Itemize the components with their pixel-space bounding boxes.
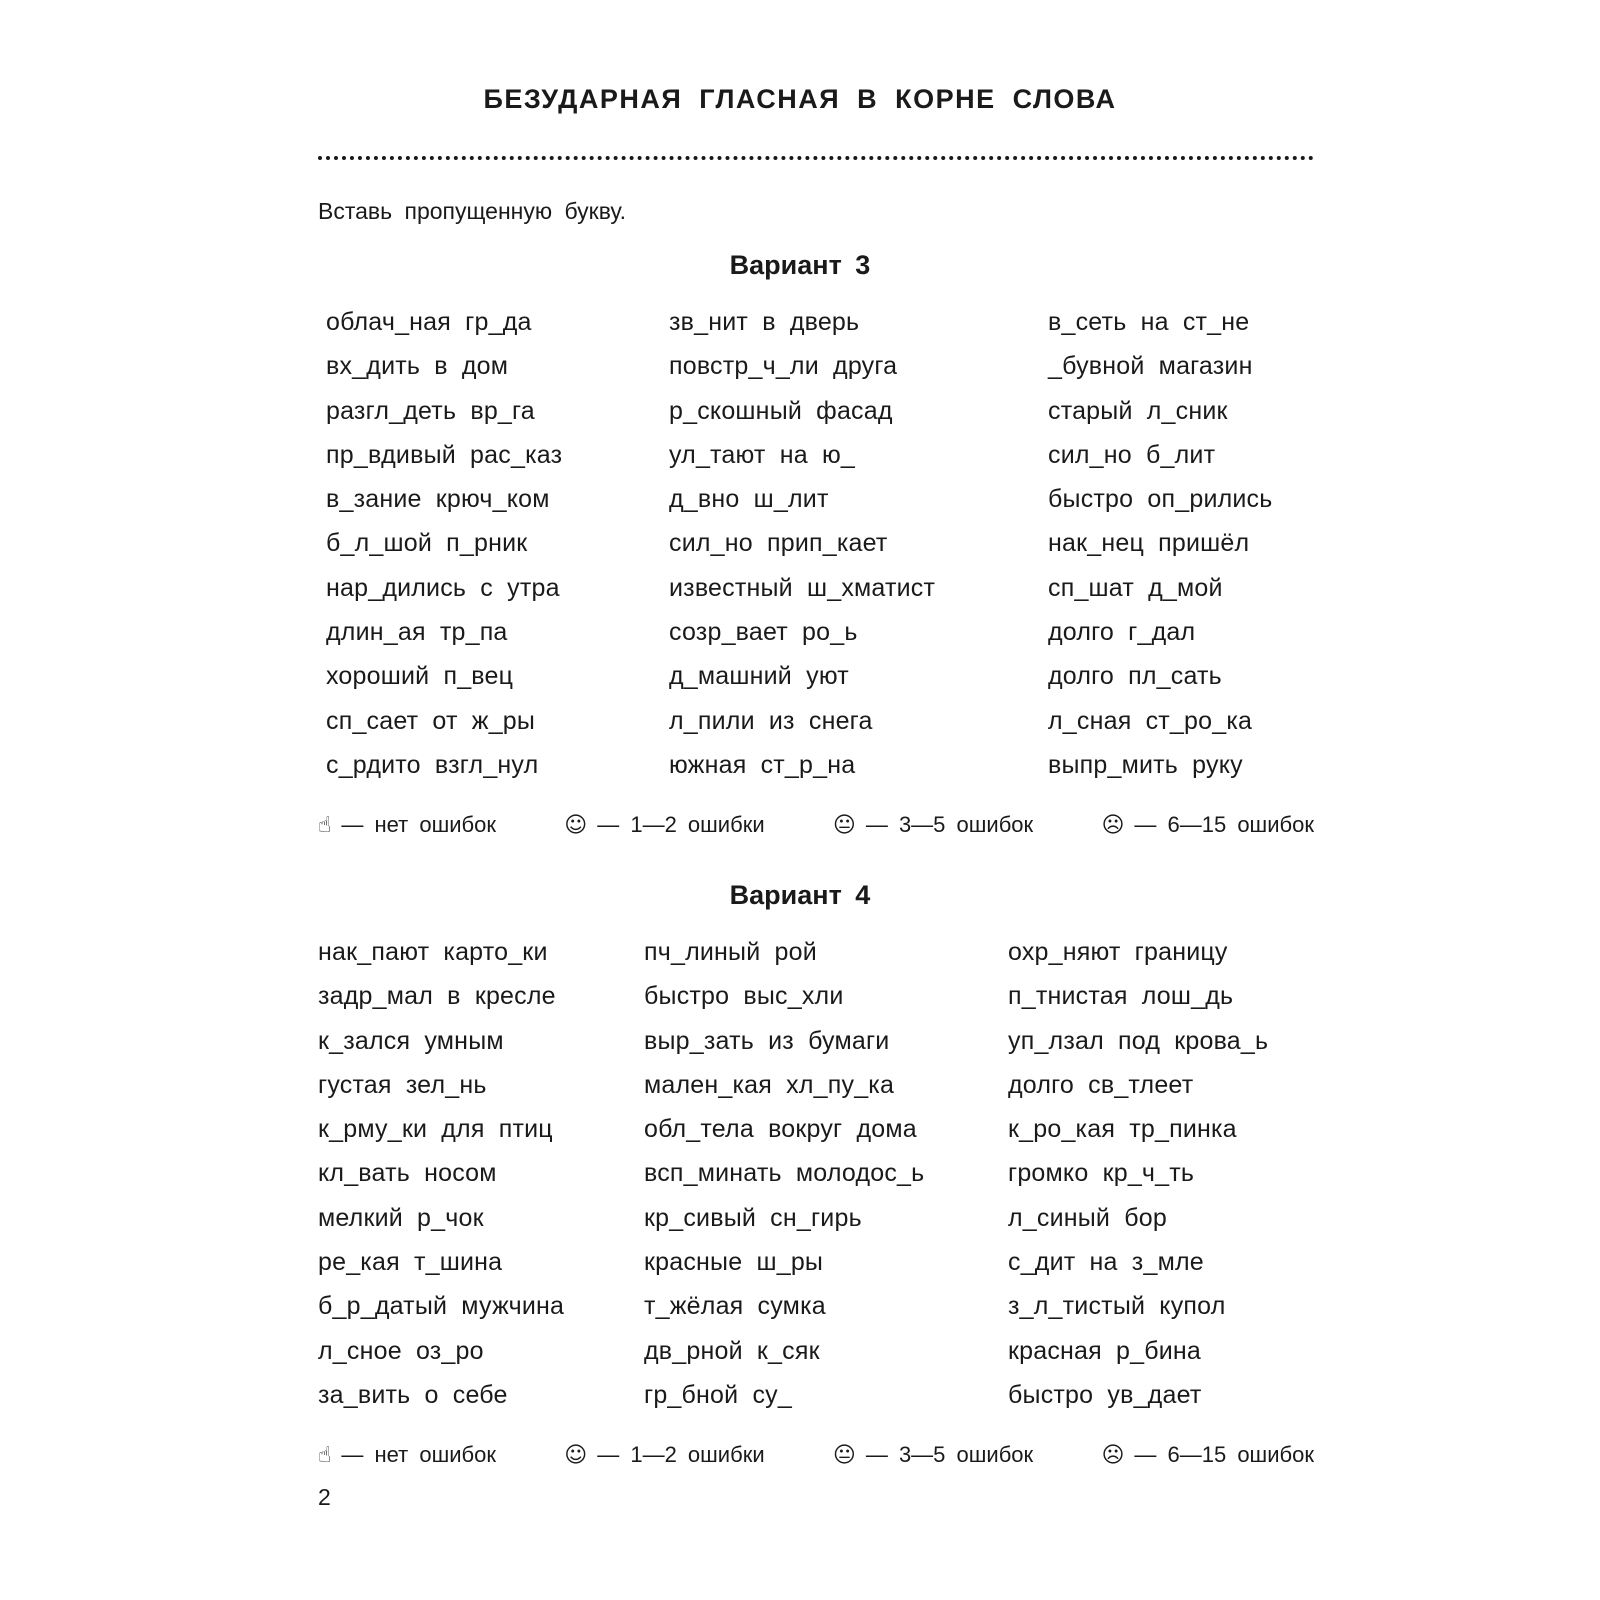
legend-label: — 3—5 ошибок (865, 1442, 1034, 1467)
instruction: Вставь пропущенную букву. (318, 198, 627, 224)
thumbs-up-icon: ☝ (318, 812, 332, 838)
list-item: старый л_сник (1048, 396, 1228, 425)
list-item: в_зание крюч_ком (326, 485, 550, 514)
legend-item (564, 1442, 764, 1468)
list-item: долго пл_сать (1048, 662, 1222, 691)
variant-3-title: Вариант 3 (729, 250, 871, 280)
legend-label: — 6—15 ошибок (1134, 812, 1314, 837)
list-item: л_сное оз_ро (318, 1336, 484, 1365)
list-item: _бувной магазин (1048, 352, 1253, 381)
page-title: БЕЗУДАРНАЯ ГЛАСНАЯ В КОРНЕ СЛОВА (483, 84, 1117, 114)
list-item: к_ро_кая тр_пинка (1008, 1115, 1237, 1144)
variant-3-column-3 (1048, 300, 1272, 787)
list-item: разгл_деть вр_га (326, 396, 535, 425)
legend-label: — 6—15 ошибок (1134, 1442, 1314, 1467)
list-item: кл_вать носом (318, 1159, 497, 1188)
legend-label: — 1—2 ошибки (597, 812, 765, 837)
variant-3-grading-legend (318, 812, 1314, 838)
list-item: нак_пают карто_ки (318, 938, 548, 966)
list-item: з_л_тистый купол (1008, 1292, 1226, 1321)
list-item: красная р_бина (1008, 1336, 1202, 1365)
list-item: мелкий р_чок (318, 1203, 484, 1232)
legend-label: — нет ошибок (341, 812, 496, 837)
list-item: б_л_шой п_рник (326, 529, 528, 558)
list-item: задр_мал в кресле (318, 982, 556, 1011)
list-item: известный ш_хматист (669, 573, 936, 602)
list-item: к_рму_ки для птиц (318, 1115, 553, 1144)
list-item: быстро оп_рились (1048, 485, 1273, 514)
list-item: сп_шат д_мой (1048, 573, 1223, 602)
variant-3-column-2 (669, 300, 935, 787)
list-item: сп_сает от ж_ры (326, 706, 536, 735)
legend-label: — нет ошибок (341, 1442, 496, 1467)
list-item: созр_вает ро_ь (669, 618, 858, 647)
list-item: быстро выс_хли (644, 982, 844, 1011)
list-item: выпр_мить руку (1048, 750, 1243, 779)
list-item: обл_тела вокруг дома (644, 1115, 917, 1144)
list-item: л_сная ст_ро_ка (1048, 706, 1253, 735)
list-item: ул_тают на ю_ (669, 440, 856, 469)
legend-item (318, 1442, 496, 1468)
legend-label: — 1—2 ошибки (597, 1442, 765, 1467)
list-item: л_синый бор (1008, 1203, 1167, 1232)
variant-4-grading-legend (318, 1442, 1314, 1468)
list-item: к_зался умным (318, 1026, 504, 1055)
legend-item (318, 812, 496, 838)
list-item: сил_но б_лит (1048, 440, 1216, 469)
list-item: сил_но прип_кает (669, 529, 888, 558)
legend-item (564, 812, 764, 838)
variant-4-column-2 (644, 930, 924, 1417)
list-item: д_машний уют (669, 662, 849, 691)
variant-4-column-1 (318, 930, 564, 1417)
legend-item (833, 812, 1033, 838)
list-item: с_дит на з_мле (1008, 1248, 1204, 1277)
list-item: п_тнистая лош_дь (1008, 982, 1234, 1011)
legend-item (833, 1442, 1033, 1468)
list-item: р_скошный фасад (669, 396, 893, 425)
variant-3-column-1 (326, 300, 562, 787)
list-item: нак_нец пришёл (1048, 529, 1250, 558)
legend-item (1101, 1442, 1314, 1468)
list-item: долго г_дал (1048, 618, 1196, 647)
list-item: за_вить о себе (318, 1380, 508, 1409)
neutral-face-icon: 😐 (832, 812, 856, 838)
list-item: уп_лзал под крова_ь (1008, 1026, 1269, 1055)
list-item: в_сеть на ст_не (1048, 308, 1250, 336)
list-item: красные ш_ры (644, 1248, 824, 1277)
list-item: д_вно ш_лит (669, 485, 829, 514)
list-item: повстр_ч_ли друга (669, 352, 898, 381)
list-item: кр_сивый сн_гирь (644, 1203, 862, 1232)
list-item: южная ст_р_на (669, 750, 856, 779)
list-item: ре_кая т_шина (318, 1248, 503, 1277)
sad-face-icon: ☹ (1101, 1442, 1125, 1468)
dotted-divider (318, 156, 1314, 160)
list-item: гр_бной су_ (644, 1380, 792, 1409)
thumbs-up-icon: ☝ (318, 1442, 332, 1468)
legend-item (1101, 812, 1314, 838)
list-item: длин_ая тр_па (326, 618, 508, 647)
page-number: 2 (318, 1484, 331, 1510)
list-item: хороший п_вец (326, 662, 514, 691)
legend-label: — 3—5 ошибок (865, 812, 1034, 837)
list-item: л_пили из снега (669, 706, 873, 735)
smile-icon: ☺ (564, 1442, 588, 1468)
list-item: пч_линый рой (644, 938, 817, 966)
list-item: громко кр_ч_ть (1008, 1159, 1195, 1188)
list-item: т_жёлая сумка (644, 1292, 826, 1321)
list-item: облач_ная гр_да (326, 308, 532, 336)
variant-4-title: Вариант 4 (729, 880, 871, 910)
list-item: мален_кая хл_пу_ка (644, 1070, 895, 1099)
list-item: с_рдито взгл_нул (326, 750, 539, 779)
list-item: зв_нит в дверь (669, 308, 860, 336)
list-item: нар_дились с утра (326, 573, 560, 602)
sad-face-icon: ☹ (1101, 812, 1125, 838)
neutral-face-icon: 😐 (832, 1442, 856, 1468)
list-item: выр_зать из бумаги (644, 1026, 890, 1055)
list-item: охр_няют границу (1008, 938, 1228, 966)
list-item: пр_вдивый рас_каз (326, 440, 563, 469)
list-item: дв_рной к_сяк (644, 1336, 820, 1365)
smile-icon: ☺ (564, 812, 588, 838)
list-item: густая зел_нь (318, 1070, 487, 1099)
list-item: вх_дить в дом (326, 352, 509, 381)
variant-4-column-3 (1008, 930, 1268, 1417)
list-item: быстро ув_дает (1008, 1380, 1202, 1409)
list-item: долго св_тлеет (1008, 1070, 1194, 1099)
list-item: б_р_датый мужчина (318, 1292, 565, 1321)
list-item: всп_минать молодос_ь (644, 1159, 925, 1188)
